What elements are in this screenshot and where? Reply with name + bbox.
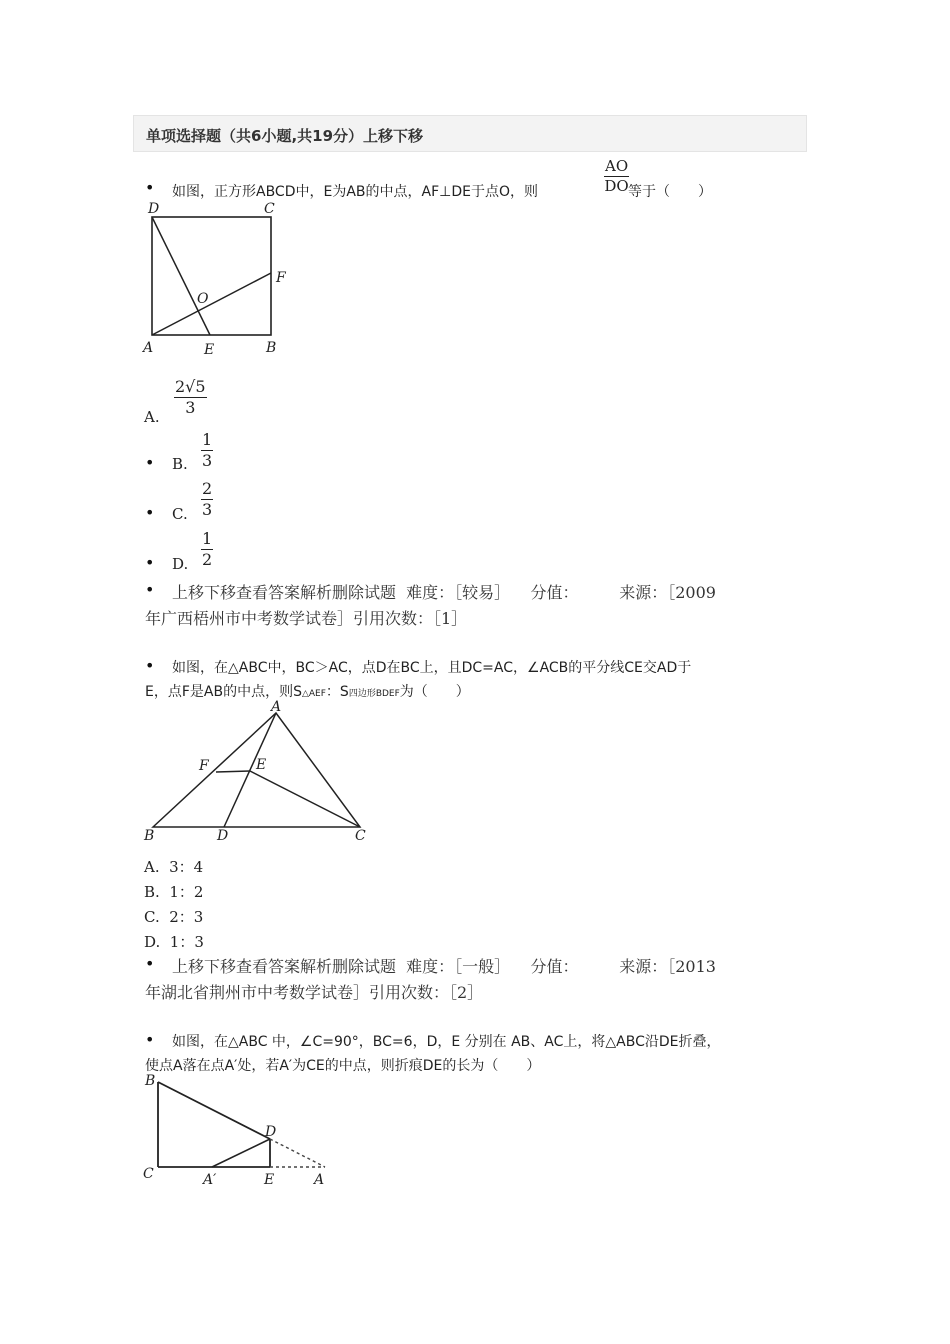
segment-da-dashed xyxy=(270,1139,325,1167)
label-d: D xyxy=(148,201,160,217)
q2-meta-bullet: • xyxy=(145,954,155,973)
label-d: D xyxy=(265,1124,277,1140)
q1-option-b-fraction[interactable] xyxy=(201,430,213,469)
q2-stem-sub-bdef: 四边形BDEF xyxy=(348,689,400,699)
q1-meta-line2: 年广西梧州市中考数学试卷］引用次数：［1］ xyxy=(145,609,468,628)
q2-stem-part-c: 为（ ） xyxy=(399,684,470,700)
segment-af xyxy=(152,273,271,335)
q1-meta-line1[interactable]: 上移下移查看答案解析删除试题 难度：［较易］ 分值： 来源：［2009 xyxy=(172,583,716,602)
q2-bullet: • xyxy=(145,656,155,675)
label-d: D xyxy=(217,828,229,844)
q1-option-c-num: 2 xyxy=(202,479,213,498)
label-c: C xyxy=(264,201,275,217)
label-a: A xyxy=(314,1172,325,1188)
q1-ratio-fraction xyxy=(604,156,629,194)
q1-option-d-bullet: • xyxy=(145,553,155,572)
q2-stem-sub-aef: △AEF xyxy=(301,689,326,699)
section-header xyxy=(133,115,807,152)
q1-ratio-num: AO xyxy=(605,157,629,175)
label-a: A xyxy=(143,340,154,356)
q2-meta-line1[interactable]: 上移下移查看答案解析删除试题 难度：［一般］ 分值： 来源：［2013 xyxy=(172,957,716,976)
q2-figure xyxy=(140,697,380,847)
label-f: F xyxy=(199,758,209,774)
q2-option-d[interactable]: D. 1：3 xyxy=(144,933,204,951)
q2-stem-part-a: E，点F是AB的中点，则S xyxy=(145,684,302,700)
q1-bullet: • xyxy=(145,178,155,197)
q2-stem-line1: 如图，在△ABC中，BC＞AC，点D在BC上，且DC=AC，∠ACB的平分线CE交AD于 xyxy=(172,660,692,676)
label-b: B xyxy=(145,1073,156,1089)
q1-option-d-letter[interactable]: D. xyxy=(172,555,189,573)
segment-bd xyxy=(158,1082,270,1139)
q3-stem-line1: 如图，在△ABC 中，∠C=90°，BC=6，D，E 分别在 AB、AC上，将△ABC沿DE折叠， xyxy=(172,1034,721,1050)
q1-ratio-den: DO xyxy=(604,177,629,195)
q1-figure xyxy=(140,196,300,361)
label-f: F xyxy=(276,270,286,286)
label-o: O xyxy=(197,291,209,307)
segment-ce xyxy=(250,771,360,827)
label-b: B xyxy=(266,340,277,356)
q1-stem-text: 如图，正方形ABCD中，E为AB的中点，AF⊥DE于点O，则 xyxy=(172,184,538,200)
q1-option-a-den: 3 xyxy=(185,398,196,417)
q1-option-b-den: 3 xyxy=(202,451,213,470)
segment-fe xyxy=(216,771,250,772)
q1-option-c-bullet: • xyxy=(145,503,155,522)
q1-option-a-letter[interactable]: A. xyxy=(144,408,160,426)
q1-option-b-bullet: • xyxy=(145,453,155,472)
q1-option-b-letter[interactable]: B. xyxy=(172,455,188,473)
q2-stem-part-b: ：S xyxy=(325,684,349,700)
q1-option-a-num: 2√5 xyxy=(175,377,206,396)
q3-stem-line2: 使点A落在点A′处，若A′为CE的中点，则折痕DE的长为（ ） xyxy=(145,1058,541,1074)
label-a-prime: A′ xyxy=(203,1172,217,1188)
q1-option-d-den: 2 xyxy=(202,550,213,569)
q1-meta-bullet: • xyxy=(145,580,155,599)
segment-ad xyxy=(224,713,276,827)
q1-option-a-fraction[interactable] xyxy=(174,377,207,416)
q1-option-d-fraction[interactable] xyxy=(201,529,213,568)
q3-bullet: • xyxy=(145,1030,155,1049)
q1-option-c-letter[interactable]: C. xyxy=(172,505,188,523)
q3-figure xyxy=(140,1070,340,1195)
label-c: C xyxy=(355,828,366,844)
label-e: E xyxy=(256,757,267,773)
q1-option-d-num: 1 xyxy=(202,529,213,548)
label-e: E xyxy=(204,342,215,358)
q1-option-c-fraction[interactable] xyxy=(201,479,213,518)
q2-option-a[interactable]: A. 3：4 xyxy=(144,858,204,876)
label-e: E xyxy=(264,1172,275,1188)
q1-option-b-num: 1 xyxy=(202,430,213,449)
q2-option-c[interactable]: C. 2：3 xyxy=(144,908,204,926)
q1-stem-after: 等于（ ） xyxy=(628,184,712,200)
segment-da1 xyxy=(212,1139,270,1167)
label-c: C xyxy=(143,1166,154,1182)
square-abcd xyxy=(152,217,271,335)
section-title: 单项选择题（共6小题,共19分）上移下移 xyxy=(146,127,424,145)
q1-option-c-den: 3 xyxy=(202,500,213,519)
q2-meta-line2: 年湖北省荆州市中考数学试卷］引用次数：［2］ xyxy=(145,983,484,1002)
label-a: A xyxy=(271,699,282,715)
segment-de xyxy=(152,217,210,335)
q2-option-b[interactable]: B. 1：2 xyxy=(144,883,204,901)
label-b: B xyxy=(144,828,155,844)
